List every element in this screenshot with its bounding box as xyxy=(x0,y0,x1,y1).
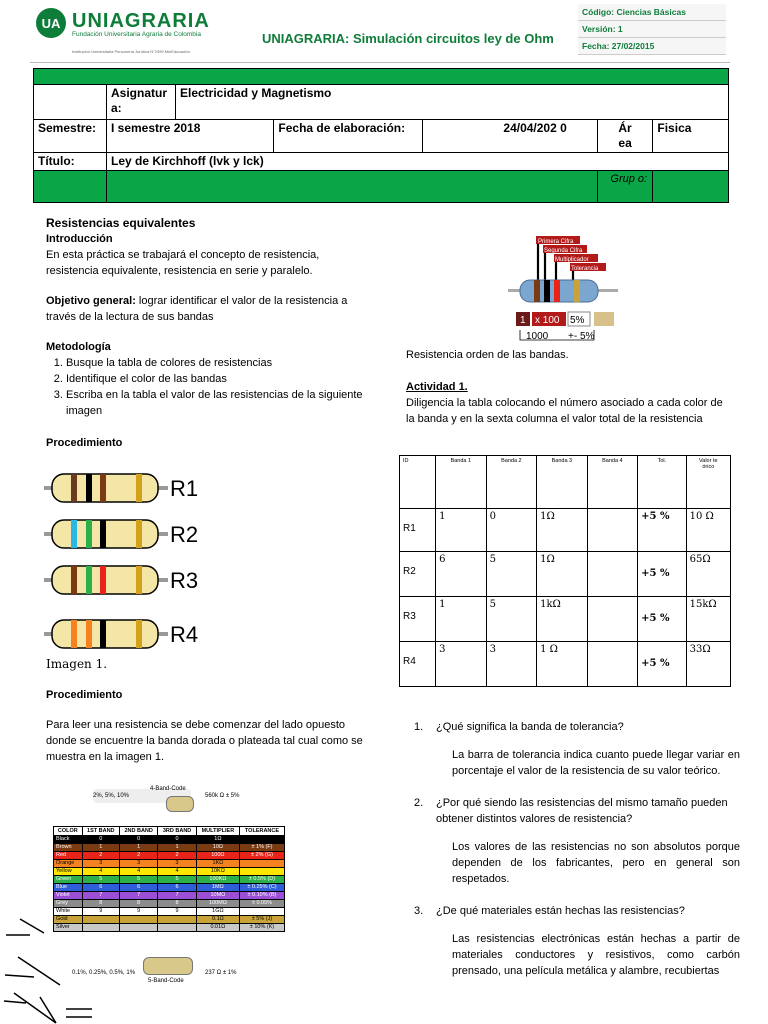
chart-cell-mult: 100KΩ xyxy=(196,876,239,884)
table-row xyxy=(400,509,731,552)
chart-header-cell: TOLERANCE xyxy=(239,827,284,836)
chart-row xyxy=(54,836,285,844)
methodology-steps xyxy=(46,355,364,419)
logo-subtitle: Fundación Universitaria Agraria de Colombia xyxy=(72,31,201,38)
chart-cell-tol: ± 1% (F) xyxy=(239,844,284,852)
chart-row xyxy=(54,884,285,892)
chart-cell-b1: 9 xyxy=(82,908,119,916)
titulo-value: Ley de Kirchhoff (lvk y lck) xyxy=(107,153,729,171)
question-1: 1. ¿Qué significa la banda de tolerancia? La barra de tolerancia indica cuanto puede llegar variar en porcentaje el valor de la resistencia de su valor teórico. xyxy=(414,721,740,777)
chart-cell-name: Gold xyxy=(54,916,83,924)
cell-id: R3 xyxy=(400,597,436,642)
chart-cell-mult: 1KΩ xyxy=(196,860,239,868)
chart-cell-b2 xyxy=(119,916,157,924)
chart-cell-b1: 6 xyxy=(82,884,119,892)
chart-cell-b3: 3 xyxy=(158,860,196,868)
diagram-caption: Resistencia orden de las bandas. xyxy=(406,349,569,361)
chart-cell-tol: ± 0.5% (D) xyxy=(239,876,284,884)
answer-2: Los valores de las resistencias no son absolutos porque dependen de los fabricantes, pero en general son respetados. xyxy=(452,841,740,885)
chart-cell-tol xyxy=(239,836,284,844)
methodology-step: 2. Identifique el color de las bandas xyxy=(66,371,364,387)
resistor-r3 xyxy=(44,566,168,594)
logo-tiny-text: Institución Universitaria Personería Jurídica N°2399 MinEducación xyxy=(72,49,190,54)
chart-cell-b2: 0 xyxy=(119,836,157,844)
cell-band3: 1kΩ xyxy=(537,597,588,642)
chart-bottom-code: 5-Band-Code xyxy=(148,978,184,984)
chart-row xyxy=(54,844,285,852)
document-meta xyxy=(578,4,726,55)
cell-band4 xyxy=(587,642,638,687)
fecha-value: 24/04/202 0 xyxy=(423,120,598,153)
methodology-heading: Metodología xyxy=(46,341,111,353)
resistor-r2 xyxy=(44,520,168,548)
fecha-label: Fecha de elaboración: xyxy=(274,120,423,153)
chart-row xyxy=(54,852,285,860)
label-r1: R1 xyxy=(170,476,199,501)
chart-bottom-value: 237 Ω ± 1% xyxy=(205,970,237,976)
cell-band4 xyxy=(587,597,638,642)
chart-cell-name: Blue xyxy=(54,884,83,892)
chart-cell-b1: 0 xyxy=(82,836,119,844)
cell-band4 xyxy=(587,552,638,597)
resistor-r4 xyxy=(44,620,168,648)
chart-cell-b1: 5 xyxy=(82,876,119,884)
chart-cell-b1: 7 xyxy=(82,892,119,900)
chart-cell-b3: 1 xyxy=(158,844,196,852)
table-row xyxy=(400,552,731,597)
chart-cell-b3 xyxy=(158,916,196,924)
course-info-table xyxy=(33,68,729,203)
area-value: Fisica xyxy=(653,120,729,153)
chart-cell-b2: 6 xyxy=(119,884,157,892)
logo-name: UNIAGRARIA xyxy=(72,10,210,32)
cell-tol: +5 % xyxy=(638,597,686,642)
chart-cell-b1: 2 xyxy=(82,852,119,860)
chart-row xyxy=(54,892,285,900)
label-primera: Primera Cifra xyxy=(538,239,574,245)
chart-cell-name: Brown xyxy=(54,844,83,852)
left-column xyxy=(46,215,364,451)
chart-cell-name: Red xyxy=(54,852,83,860)
chart-cell-b2: 2 xyxy=(119,852,157,860)
chart-cell-b3: 6 xyxy=(158,884,196,892)
chart-cell-name: Grey xyxy=(54,900,83,908)
label-multiplicador: Multiplicador xyxy=(555,257,589,263)
cell-band1: 1 xyxy=(436,597,487,642)
chart-cell-tol: ± 10% (K) xyxy=(239,924,284,932)
activity-title: Actividad 1. xyxy=(406,381,468,393)
chart-row xyxy=(54,868,285,876)
info-empty xyxy=(34,85,107,120)
question-3: 3. ¿De qué materiales están hechas las resistencias? Las resistencias electrónicas están hechas a partir de materiales conductores y resistivos, como carbón prensado, una película metálica y alambre, recubiertas xyxy=(414,905,740,977)
cell-band2: 0 xyxy=(486,509,537,552)
chart-cell-tol: ± 0.05% xyxy=(239,900,284,908)
chart-top-value: 560k Ω ± 5% xyxy=(205,793,240,799)
area-label: Ár ea xyxy=(598,120,653,153)
resistor-r1 xyxy=(44,474,168,502)
chart-cell-b2: 5 xyxy=(119,876,157,884)
header-id: ID xyxy=(400,456,436,509)
chart-cell-b3: 9 xyxy=(158,908,196,916)
cell-id: R2 xyxy=(400,552,436,597)
chart-cell-tol xyxy=(239,908,284,916)
chart-cell-b2: 3 xyxy=(119,860,157,868)
green-cell-wide xyxy=(107,171,598,203)
chart-cell-name: Black xyxy=(54,836,83,844)
cell-band4 xyxy=(587,509,638,552)
chart-cell-tol xyxy=(239,860,284,868)
section-heading: Resistencias equivalentes xyxy=(46,216,196,230)
chart-cell-name: Orange xyxy=(54,860,83,868)
cell-value: 33Ω xyxy=(686,642,730,687)
chart-cell-b3: 4 xyxy=(158,868,196,876)
chart-cell-mult: 10MΩ xyxy=(196,892,239,900)
meta-code: Código: Ciencias Básicas xyxy=(578,4,726,21)
cell-band2: 5 xyxy=(486,597,537,642)
chart-bottom-resistor-body xyxy=(143,957,193,975)
cell-band3: 1 Ω xyxy=(537,642,588,687)
chart-cell-b3 xyxy=(158,924,196,932)
cell-value: 10 Ω xyxy=(686,509,730,552)
asignatura-value: Electricidad y Magnetismo xyxy=(176,85,729,120)
chart-cell-name: Green xyxy=(54,876,83,884)
table-row xyxy=(400,597,731,642)
header-band3: Banda 3 xyxy=(537,456,588,509)
cell-value: 65Ω xyxy=(686,552,730,597)
chart-cell-b2: 4 xyxy=(119,868,157,876)
chart-row xyxy=(54,860,285,868)
chart-cell-name: Silver xyxy=(54,924,83,932)
chart-header-cell: 1ST BAND xyxy=(82,827,119,836)
questions-list xyxy=(414,719,740,979)
chart-cell-b3: 7 xyxy=(158,892,196,900)
chart-cell-b2: 8 xyxy=(119,900,157,908)
cell-band1: 6 xyxy=(436,552,487,597)
answer-3: Las resistencias electrónicas están hechas a partir de materiales conductores y resistivos, como carbón prensado, una película metálica y alambre, recubiertas xyxy=(452,933,740,977)
asignatura-label: Asignatur a: xyxy=(107,85,176,120)
chart-cell-b2: 1 xyxy=(119,844,157,852)
cell-band3: 1Ω xyxy=(537,509,588,552)
question-2: 2. ¿Por qué siendo las resistencias del mismo tamaño pueden obtener distintos valores de resistencia? Los valores de las resistencias no son absolutos porque dependen de los fabricantes, pero en general son respetados. xyxy=(414,797,740,885)
chart-cell-mult: 0.1Ω xyxy=(196,916,239,924)
chart-cell-b3: 2 xyxy=(158,852,196,860)
semestre-label: Semestre: xyxy=(34,120,107,153)
methodology-step: 1. Busque la tabla de colores de resistencias xyxy=(66,355,364,371)
chart-cell-mult: 0.01Ω xyxy=(196,924,239,932)
chart-top-tol: 2%, 5%, 10% xyxy=(93,793,130,799)
chart-cell-b1: 8 xyxy=(82,900,119,908)
margin-sketch xyxy=(0,905,120,1024)
right-column-text xyxy=(406,347,728,427)
chart-cell-name: Yellow xyxy=(54,868,83,876)
label-r4: R4 xyxy=(170,622,199,647)
cell-value: 15kΩ xyxy=(686,597,730,642)
chart-cell-b1: 1 xyxy=(82,844,119,852)
resistor-image xyxy=(44,462,224,674)
methodology-step: 3. Escriba en la tabla el valor de las resistencias de la siguiente imagen xyxy=(66,387,364,419)
chart-cell-name: Violet xyxy=(54,892,83,900)
cell-id: R4 xyxy=(400,642,436,687)
chart-header-cell: MULTIPLIER xyxy=(196,827,239,836)
table-row xyxy=(400,642,731,687)
grupo-value xyxy=(653,171,729,203)
titulo-label: Título: xyxy=(34,153,107,171)
chart-cell-tol xyxy=(239,868,284,876)
chart-cell-b2: 9 xyxy=(119,908,157,916)
chart-cell-b2: 7 xyxy=(119,892,157,900)
cell-band2: 3 xyxy=(486,642,537,687)
logo-emblem: UA xyxy=(36,8,66,38)
procedure-text: Para leer una resistencia se debe comenzar del lado opuesto donde se encuentre la banda dorada o plateada tal cual como se muestra en la imagen 1. xyxy=(46,719,363,763)
chart-cell-b3: 8 xyxy=(158,900,196,908)
chart-cell-tol: ± 0.10% (B) xyxy=(239,892,284,900)
chart-cell-mult: 10KΩ xyxy=(196,868,239,876)
intro-heading: Introducción xyxy=(46,233,113,245)
header-band2: Banda 2 xyxy=(486,456,537,509)
chart-cell-mult: 1MΩ xyxy=(196,884,239,892)
diagram-result: 1000 xyxy=(526,331,549,342)
cell-band1: 1 xyxy=(436,509,487,552)
cell-tol: +5 % xyxy=(638,642,686,687)
chart-top-resistor-body xyxy=(166,796,194,812)
label-segunda: Segunda Cifra xyxy=(544,248,583,254)
cell-band2: 5 xyxy=(486,552,537,597)
chart-cell-b1: 4 xyxy=(82,868,119,876)
activity-text: Diligencia la tabla colocando el número asociado a cada color de la banda y en la sexta columna el valor total de la resistencia xyxy=(406,397,723,425)
chart-header-row xyxy=(54,827,285,836)
band-order-diagram xyxy=(508,234,618,344)
chart-cell-mult: 10Ω xyxy=(196,844,239,852)
chart-cell-mult: 100MΩ xyxy=(196,900,239,908)
label-r3: R3 xyxy=(170,568,199,593)
answer-1: La barra de tolerancia indica cuanto puede llegar variar en porcentaje el valor de la resistencia de su valor teórico. xyxy=(452,749,740,777)
diagram-result-tol: +- 5% xyxy=(568,331,595,342)
header-divider xyxy=(30,62,730,63)
diagram-multiplier: x 100 xyxy=(535,315,560,326)
chart-header-cell: COLOR xyxy=(54,827,83,836)
green-bar-top xyxy=(34,69,729,85)
table-header-row xyxy=(400,456,731,509)
cell-band1: 3 xyxy=(436,642,487,687)
diagram-tolerance: 5% xyxy=(570,315,585,326)
cell-id: R1 xyxy=(400,509,436,552)
chart-top-code: 4-Band-Code xyxy=(150,786,186,792)
document-title: UNIAGRARIA: Simulación circuitos ley de Ohm xyxy=(262,31,554,46)
header-band1: Banda 1 xyxy=(436,456,487,509)
chart-bottom-tol: 0.1%, 0.25%, 0.5%, 1% xyxy=(72,970,136,976)
procedure-section xyxy=(46,687,364,765)
image-caption: Imagen 1. xyxy=(46,657,108,671)
chart-header-cell: 3RD BAND xyxy=(158,827,196,836)
header-value: Valor teórico xyxy=(686,456,730,509)
objective-paragraph: Objetivo general: lograr identificar el valor de la resistencia a través de la lectura de sus bandas xyxy=(46,295,348,323)
cell-tol: +5 % xyxy=(638,509,686,552)
chart-cell-mult: 1Ω xyxy=(196,836,239,844)
semestre-value: I semestre 2018 xyxy=(107,120,274,153)
chart-cell-mult: 100Ω xyxy=(196,852,239,860)
chart-row xyxy=(54,876,285,884)
header-band4: Banda 4 xyxy=(587,456,638,509)
chart-cell-name: White xyxy=(54,908,83,916)
cell-tol: +5 % xyxy=(638,552,686,597)
chart-cell-mult: 1GΩ xyxy=(196,908,239,916)
chart-cell-tol: ± 2% (G) xyxy=(239,852,284,860)
meta-date: Fecha: 27/02/2015 xyxy=(578,38,726,55)
meta-version: Versión: 1 xyxy=(578,21,726,38)
label-r2: R2 xyxy=(170,522,199,547)
chart-header-cell: 2ND BAND xyxy=(119,827,157,836)
green-cell xyxy=(34,171,107,203)
chart-cell-b2 xyxy=(119,924,157,932)
chart-cell-b3: 5 xyxy=(158,876,196,884)
grupo-label: Grup o: xyxy=(598,171,653,203)
chart-cell-b1: 3 xyxy=(82,860,119,868)
procedure-heading-2: Procedimiento xyxy=(46,689,123,701)
chart-cell-tol: ± 5% (J) xyxy=(239,916,284,924)
diagram-digit: 1 xyxy=(520,315,526,326)
resistor-values-table xyxy=(399,455,731,687)
cell-band3: 1Ω xyxy=(537,552,588,597)
intro-text: En esta práctica se trabajará el concepto de resistencia, resistencia equivalente, resistencia en serie y paralelo. xyxy=(46,249,320,277)
header-tol: Tol. xyxy=(638,456,686,509)
label-tolerancia: Tolerancia xyxy=(571,266,599,272)
procedure-heading: Procedimiento xyxy=(46,437,123,449)
chart-cell-b3: 0 xyxy=(158,836,196,844)
chart-cell-tol: ± 0.25% (C) xyxy=(239,884,284,892)
